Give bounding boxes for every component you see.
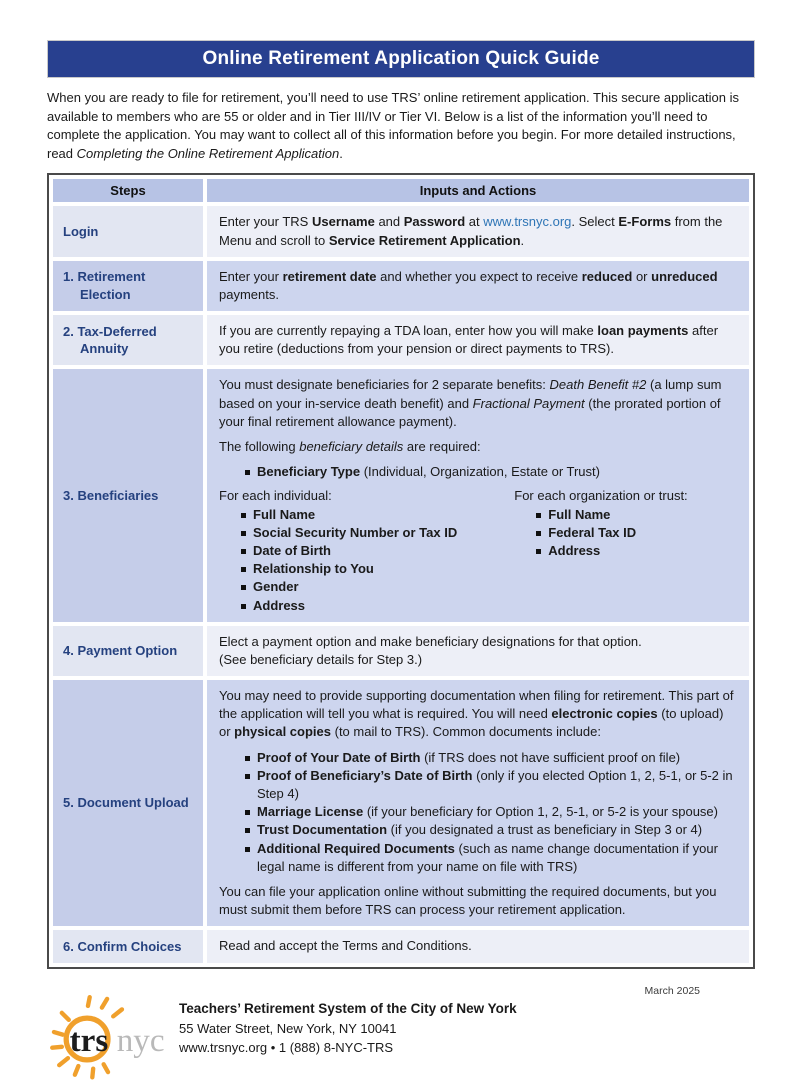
text-run: You may need to provide supporting documentation when filing for retirement. This part of the application will tell you what is required. You will need xyxy=(219,688,734,722)
text-run: Password xyxy=(403,214,466,230)
text-run: electronic copies xyxy=(551,706,658,722)
table-row xyxy=(53,315,749,365)
step-label: 6. Confirm Choices xyxy=(63,938,182,954)
paragraph xyxy=(219,438,737,456)
text-run: Beneficiary Type xyxy=(257,464,361,480)
text-run: (to mail to TRS). Common documents include: xyxy=(331,724,601,740)
paragraph xyxy=(219,376,737,431)
bullet-text xyxy=(253,524,457,542)
trsnyc-link[interactable]: www.trsnyc.org xyxy=(483,214,572,230)
step-label: 5. Document Upload xyxy=(63,795,189,811)
bullet-square-icon xyxy=(241,531,246,536)
bullet-item xyxy=(245,840,737,876)
text-run: are required: xyxy=(403,439,481,454)
text-run: (such as name change documentation if your legal name is different from your name on file with TRS) xyxy=(257,840,718,874)
text-run: physical copies xyxy=(234,724,331,740)
step-cell xyxy=(53,206,203,256)
bullet-square-icon xyxy=(241,513,246,518)
text-run: (the prorated portion of your final retirement allowance payment). xyxy=(219,395,721,429)
bullet-square-icon xyxy=(245,774,250,779)
bullet-item xyxy=(241,506,514,524)
content-cell xyxy=(207,369,749,621)
bullet-text xyxy=(548,524,636,542)
bullet-item xyxy=(241,578,514,596)
table-row xyxy=(53,261,749,311)
bullet-square-icon xyxy=(245,847,250,852)
text-run: retirement date xyxy=(282,268,377,284)
text-run: Relationship to You xyxy=(253,561,374,577)
page-title: Online Retirement Application Quick Guide xyxy=(47,40,755,78)
table-row xyxy=(53,369,749,621)
bullet-text xyxy=(253,542,331,560)
text-run: The following xyxy=(219,439,300,454)
inputs-actions-column-header: Inputs and Actions xyxy=(207,179,749,202)
logo-nyc-text: nyc xyxy=(116,1021,165,1059)
text-run: Proof of Your Date of Birth xyxy=(257,749,421,765)
text-run: (if your beneficiary for Option 1, 2, 5-1, or 5-2 is your spouse) xyxy=(363,804,718,820)
step-cell xyxy=(53,680,203,926)
text-run: Read and accept the Terms and Conditions. xyxy=(219,938,472,954)
bullet-item xyxy=(241,597,514,615)
content-cell xyxy=(207,680,749,926)
step-label: 4. Payment Option xyxy=(63,643,178,659)
bullet-square-icon xyxy=(241,567,246,572)
table-row xyxy=(53,680,749,926)
text-run: beneficiary details xyxy=(299,439,404,454)
paragraph xyxy=(219,322,737,358)
bullet-square-icon xyxy=(241,549,246,554)
bullet-square-icon xyxy=(245,828,250,833)
bullet-item xyxy=(245,463,737,481)
org-name: Teachers’ Retirement System of the City of New York xyxy=(179,1000,517,1016)
text-run: Proof of Beneficiary’s Date of Birth xyxy=(257,767,473,783)
text-run: and whether you expect to receive xyxy=(376,268,582,284)
content-cell xyxy=(207,261,749,311)
two-column-lists xyxy=(219,487,737,614)
intro-paragraph xyxy=(47,89,755,163)
text-run: Date of Birth xyxy=(253,542,331,558)
bullet-item xyxy=(241,560,514,578)
quick-guide-table xyxy=(47,173,755,968)
steps-column-header: Steps xyxy=(53,179,203,202)
bullet-square-icon xyxy=(241,604,246,609)
bullet-item xyxy=(245,749,737,767)
bullet-square-icon xyxy=(241,585,246,590)
step-cell xyxy=(53,315,203,365)
bullet-text xyxy=(257,803,718,821)
content-cell xyxy=(207,930,749,962)
text-run: Enter your TRS xyxy=(219,214,312,230)
step-cell xyxy=(53,626,203,676)
text-run: loan payments xyxy=(597,323,689,339)
text-run: Full Name xyxy=(253,506,316,522)
logo-trs-text: trs xyxy=(69,1021,109,1059)
table-row xyxy=(53,930,749,962)
text-run: Additional Required Documents xyxy=(257,840,455,856)
column-heading xyxy=(219,487,514,505)
bullet-text xyxy=(257,821,702,839)
text-run: (a lump sum based on your in-service death benefit) and xyxy=(219,377,722,411)
text-run: Address xyxy=(548,542,601,558)
bullet-list xyxy=(219,749,737,876)
content-cell xyxy=(207,626,749,676)
text-run: (if TRS does not have sufficient proof on file) xyxy=(420,749,681,765)
text-run: reduced xyxy=(581,268,633,284)
bullet-square-icon xyxy=(536,531,541,536)
text-run: Death Benefit #2 xyxy=(549,377,647,393)
text-run: payments. xyxy=(219,286,279,302)
text-run: . xyxy=(339,145,343,161)
text-run: Address xyxy=(253,597,306,613)
bullet-item xyxy=(245,767,737,803)
bullet-square-icon xyxy=(245,470,250,475)
text-run: (only if you elected Option 1, 2, 5-1, or 5-2 in Step 4) xyxy=(257,767,733,801)
text-run: Marriage License xyxy=(257,804,364,820)
text-run: Federal Tax ID xyxy=(548,524,637,540)
paragraph xyxy=(219,687,737,742)
text-run: at xyxy=(465,214,484,230)
bullet-text xyxy=(253,560,374,578)
text-run: You can file your application online without submitting the required documents, but you must submit them before TRS can process your retirement application. xyxy=(219,883,717,918)
text-run: . Select xyxy=(571,214,619,230)
text-run: When you are ready to file for retirement, you’ll need to use TRS’ online retirement application. This secure application is available to members who are 55 or older and in Tier III/IV or Tier VI. Below is a list of the information you’ll need to complete the application. You may want to collect all of this information before you begin. For more detailed instructions, read xyxy=(47,90,740,161)
content-cell xyxy=(207,315,749,365)
bullet-text xyxy=(548,506,610,524)
text-run: (to upload) or xyxy=(219,706,724,740)
bullet-item xyxy=(536,506,737,524)
paragraph xyxy=(219,883,737,919)
trsnyc-logo xyxy=(47,993,169,1085)
bullet-text xyxy=(253,597,305,615)
text-run: Username xyxy=(311,214,375,230)
text-run: Service Retirement Application xyxy=(328,232,521,248)
bullet-text xyxy=(257,749,680,767)
content-cell xyxy=(207,206,749,256)
paragraph xyxy=(219,268,737,304)
bullet-text xyxy=(548,542,600,560)
step-cell xyxy=(53,261,203,311)
column-heading xyxy=(514,487,737,505)
individual-column xyxy=(219,487,514,614)
step-label: Login xyxy=(63,223,99,239)
text-run: (See beneficiary details for Step 3.) xyxy=(219,651,423,667)
text-run: E-Forms xyxy=(618,214,672,230)
text-run: unreduced xyxy=(651,268,718,284)
text-run: from the Menu and scroll to xyxy=(219,214,723,248)
text-run: Full Name xyxy=(548,506,611,522)
bullet-square-icon xyxy=(245,810,250,815)
paragraph xyxy=(219,213,737,249)
bullet-item xyxy=(241,524,514,542)
text-run: or xyxy=(632,268,652,284)
text-run: If you are currently repaying a TDA loan, enter how you will make xyxy=(219,323,598,339)
text-run: Trust Documentation xyxy=(257,822,388,838)
bullet-item xyxy=(536,524,737,542)
bullet-square-icon xyxy=(536,549,541,554)
org-address: 55 Water Street, New York, NY 10041 xyxy=(179,1020,397,1036)
text-run: Completing the Online Retirement Application xyxy=(76,145,340,161)
table-row xyxy=(53,626,749,676)
bullet-item xyxy=(245,821,737,839)
text-run: after you retire (deductions from your pension or direct payments to TRS). xyxy=(219,323,719,357)
text-run: Elect a payment option and make beneficiary designations for that option. xyxy=(219,633,642,649)
text-run: Enter your xyxy=(219,268,283,284)
publication-date: March 2025 xyxy=(644,985,700,997)
table-row xyxy=(53,206,749,256)
organization-column xyxy=(514,487,737,614)
table-header-row xyxy=(53,179,749,202)
bullet-square-icon xyxy=(536,513,541,518)
step-label: 1. Retirement Election xyxy=(63,269,146,302)
bullet-item xyxy=(245,803,737,821)
text-run: (if you designated a trust as beneficiary in Step 3 or 4) xyxy=(387,822,703,838)
bullet-list xyxy=(219,463,737,481)
text-run: and xyxy=(374,214,404,230)
text-run: For each individual: xyxy=(219,488,332,504)
step-label: 2. Tax-Deferred Annuity xyxy=(63,323,157,357)
bullet-text xyxy=(257,840,737,876)
text-run: . xyxy=(520,232,525,248)
paragraph xyxy=(219,633,737,651)
bullet-text xyxy=(257,463,600,481)
org-contact: www.trsnyc.org • 1 (888) 8-NYC-TRS xyxy=(179,1040,394,1056)
paragraph xyxy=(219,937,737,955)
bullet-item xyxy=(241,542,514,560)
step-cell xyxy=(53,930,203,962)
text-run: Fractional Payment xyxy=(472,395,585,411)
text-run: Gender xyxy=(253,579,299,595)
text-run: Social Security Number or Tax ID xyxy=(253,524,458,540)
footer-text xyxy=(179,993,517,1058)
bullet-text xyxy=(253,506,315,524)
step-cell xyxy=(53,369,203,621)
text-run: You must designate beneficiaries for 2 separate benefits: xyxy=(219,377,550,393)
bullet-text xyxy=(257,767,737,803)
bullet-square-icon xyxy=(245,756,250,761)
text-run: For each organization or trust: xyxy=(514,488,688,504)
bullet-item xyxy=(536,542,737,560)
step-label: 3. Beneficiaries xyxy=(63,487,159,503)
text-run: (Individual, Organization, Estate or Trust) xyxy=(360,464,600,480)
footer xyxy=(47,993,755,1085)
paragraph xyxy=(219,651,737,669)
bullet-text xyxy=(253,578,299,596)
